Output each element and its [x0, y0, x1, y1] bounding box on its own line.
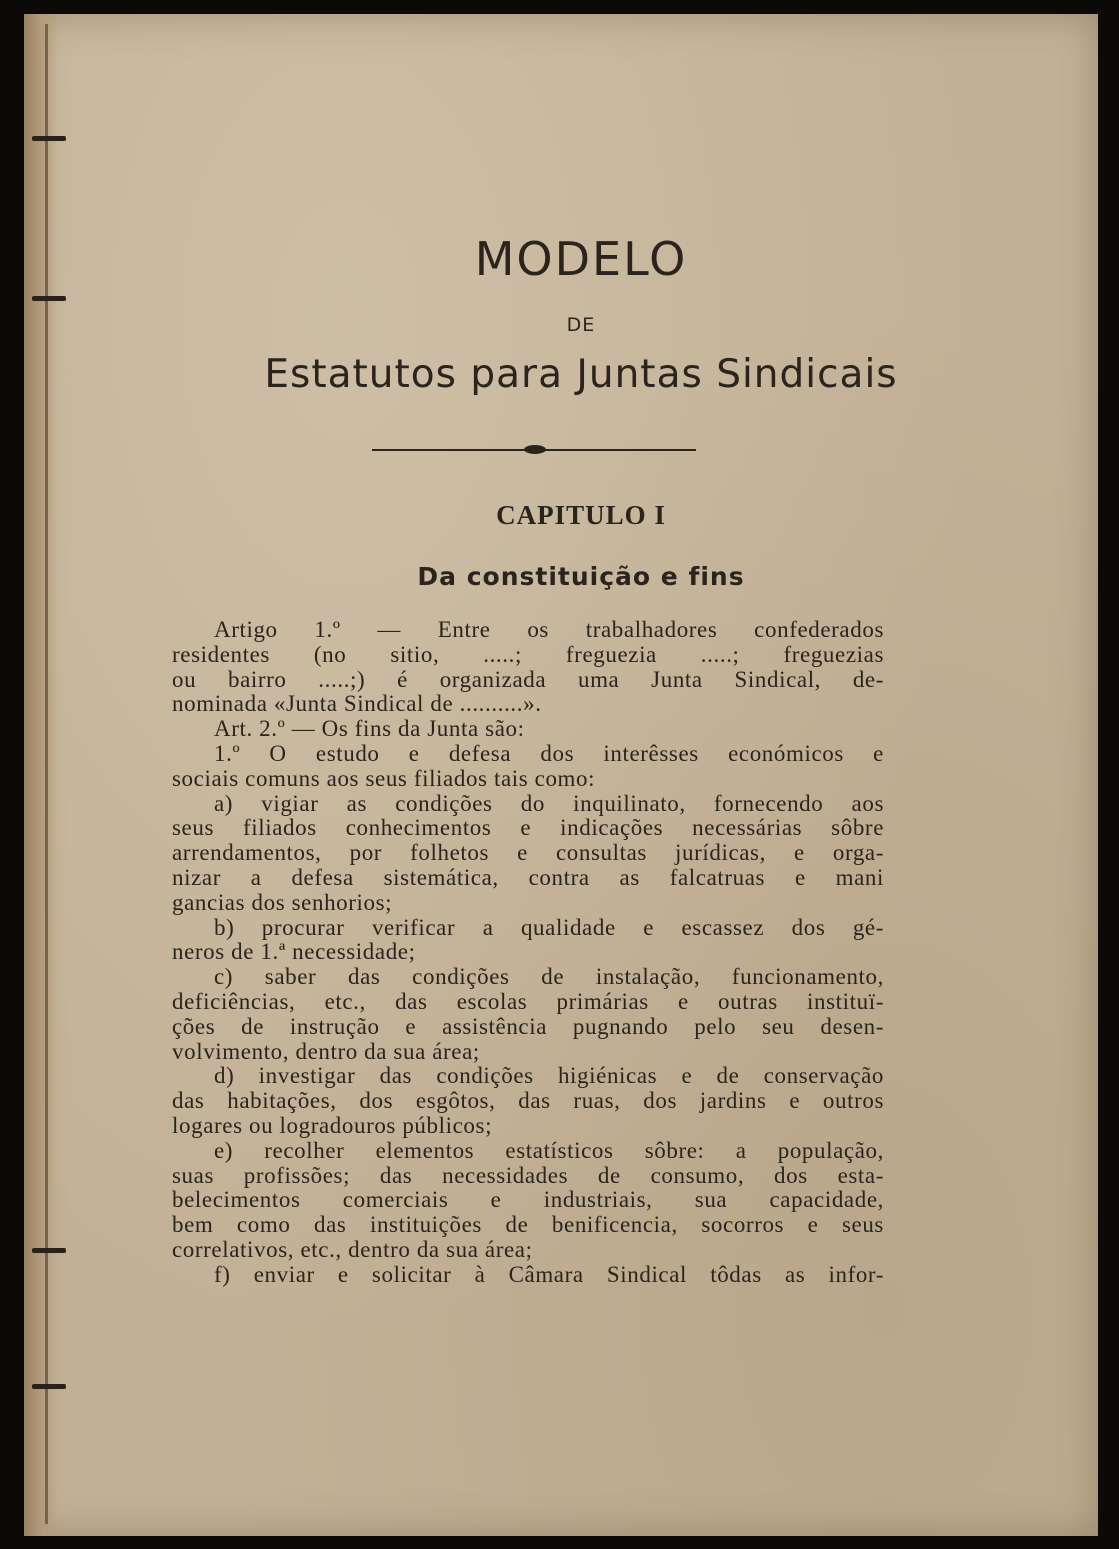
text-line: b) procurar verificar a qualidade e escassez dos gé-	[214, 914, 884, 940]
text-line: deficiências, etc., das escolas primárias e outras instituï-	[172, 988, 884, 1014]
document-page	[24, 14, 1098, 1536]
text-line: ções de instrução e assistência pugnando pelo seu desen-	[172, 1013, 884, 1039]
text-line: neros de 1.ª necessidade;	[172, 939, 416, 965]
text-line: Art. 2.º — Os fins da Junta são:	[214, 716, 525, 742]
text-line: gancias dos senhorios;	[172, 889, 393, 915]
text-line: a) vigiar as condições do inquilinato, fornecendo aos	[214, 790, 884, 816]
body-text	[172, 618, 884, 1288]
text-line: sociais comuns aos seus filiados tais como:	[172, 765, 596, 791]
text-line: das habitações, dos esgôtos, das ruas, dos jardins e outros	[172, 1088, 884, 1114]
text-line: nominada «Junta Sindical de ..........».	[172, 691, 542, 717]
text-line: residentes (no sitio, .....; freguezia .....; freguezias	[172, 641, 884, 667]
text-line: belecimentos comerciais e industriais, sua capacidade,	[172, 1187, 884, 1213]
text-line: logares ou logradouros públicos;	[172, 1112, 493, 1138]
text-line: nizar a defesa sistemática, contra as falcatruas e mani	[172, 864, 884, 890]
page-text	[24, 14, 1098, 1536]
rule-ornament-icon	[524, 445, 546, 454]
text-line: seus filiados conhecimentos e indicações necessárias sôbre	[172, 815, 884, 841]
document-subtitle: Estatutos para Juntas Sindicais	[264, 352, 898, 397]
text-line: e) recolher elementos estatísticos sôbre: a população,	[214, 1137, 884, 1163]
document-title: MODELO	[474, 232, 688, 286]
text-line: ou bairro .....;) é organizada uma Junta Sindical, de-	[172, 666, 884, 692]
text-line: volvimento, dentro da sua área;	[172, 1038, 480, 1064]
section-heading: Da constituição e fins	[417, 562, 745, 591]
title-connector: DE	[566, 314, 596, 336]
text-line: correlativos, etc., dentro da sua área;	[172, 1236, 533, 1262]
text-line: c) saber das condições de instalação, funcionamento,	[214, 964, 884, 990]
chapter-heading: CAPITULO I	[496, 500, 666, 530]
text-line: f) enviar e solicitar à Câmara Sindical tôdas as infor-	[214, 1261, 884, 1287]
text-line: 1.º O estudo e defesa dos interêsses económicos e	[214, 740, 884, 766]
text-line: Artigo 1.º — Entre os trabalhadores confederados	[214, 617, 884, 642]
text-line: suas profissões; das necessidades de consumo, dos esta-	[172, 1162, 884, 1188]
text-line: d) investigar das condições higiénicas e de conservação	[214, 1063, 884, 1089]
text-line: bem como das instituições de benificencia, socorros e seus	[172, 1212, 884, 1238]
text-line: arrendamentos, por folhetos e consultas jurídicas, e orga-	[172, 840, 884, 866]
